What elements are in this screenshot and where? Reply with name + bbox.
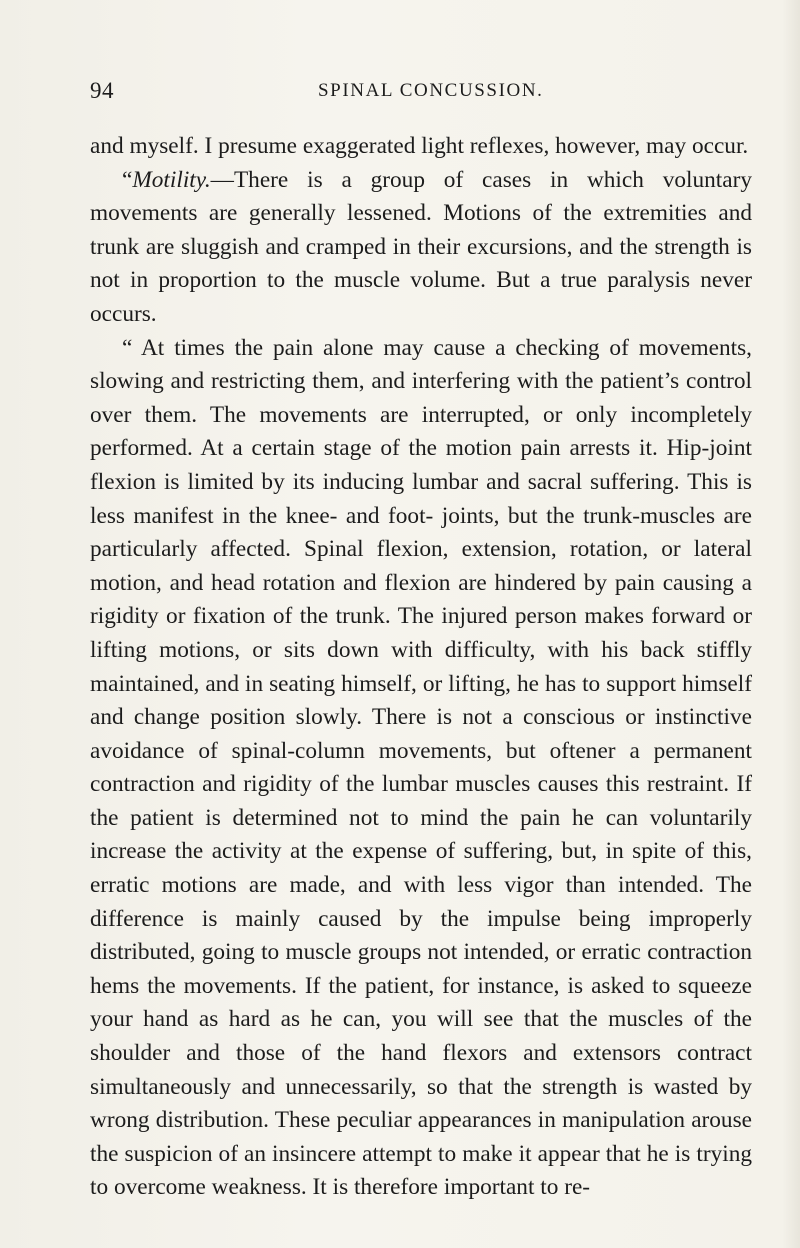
paragraph-pain-checking: “ At times the pain alone may cause a checking of movements, slowing and restricting them, and interfering with the patient’s control over them. The movements are interrupted, or only incompletely performed. At a certain stage of the motion pain arrests it. Hip-joint flexion is limited by its inducing lumbar and sacral suffering. This is less manifest in the knee- and foot- joints, but the trunk-muscles are particularly affected. Spinal flexion, extension, rotation, or lateral motion, and head rotation and flexion are hindered by pain causing a rigidity or fixation of the trunk. The injured person makes forward or lifting motions, or sits down with difficulty, with his back stiffly maintained, and in seating himself, or lifting, he has to support himself and change position slowly. There is not a conscious or instinctive avoidance of spinal-column movements, but oftener a permanent contraction and rigidity of the lumbar muscles causes this restraint. If the patient is determined not to mind the pain he can voluntarily increase the activity at the expense of suffering, but, in spite of this, erratic motions are made, and with less vigor than intended. The difference is mainly caused by the impulse being improperly distributed, going to muscle groups not intended, or erratic contraction hems the movements. If the patient, for instance, is asked to squeeze your hand as hard as he can, you will see that the muscles of the shoulder and those of the hand flexors and extensors contract simultaneously and unnecessarily, so that the strength is wasted by wrong distribution. These peculiar appearances in manipulation arouse the suspicion of an insincere attempt to make it appear that he is trying to overcome weakness. It is therefore important to re- — [90, 334, 752, 1201]
running-head: SPINAL CONCUSSION. — [318, 80, 544, 101]
paragraph-motility — [90, 164, 752, 332]
body-text — [90, 130, 752, 1205]
page-number: 94 — [90, 78, 114, 103]
page-header — [90, 78, 750, 108]
open-quote: “ — [122, 166, 133, 193]
paragraph-continuation: and myself. I presume exaggerated light reflexes, however, may occur. — [90, 133, 749, 159]
section-heading-motility: Motility. — [132, 166, 211, 193]
paragraph-motility-text: —There is a group of cases in which voluntary movements are generally lessened. Motions of the extremities and trunk are sluggish and cramped in their excursions, and the strength is not in proportion to the muscle volume. But a true paralysis never occurs. — [90, 166, 752, 327]
page-edge-shadow — [782, 0, 800, 1248]
